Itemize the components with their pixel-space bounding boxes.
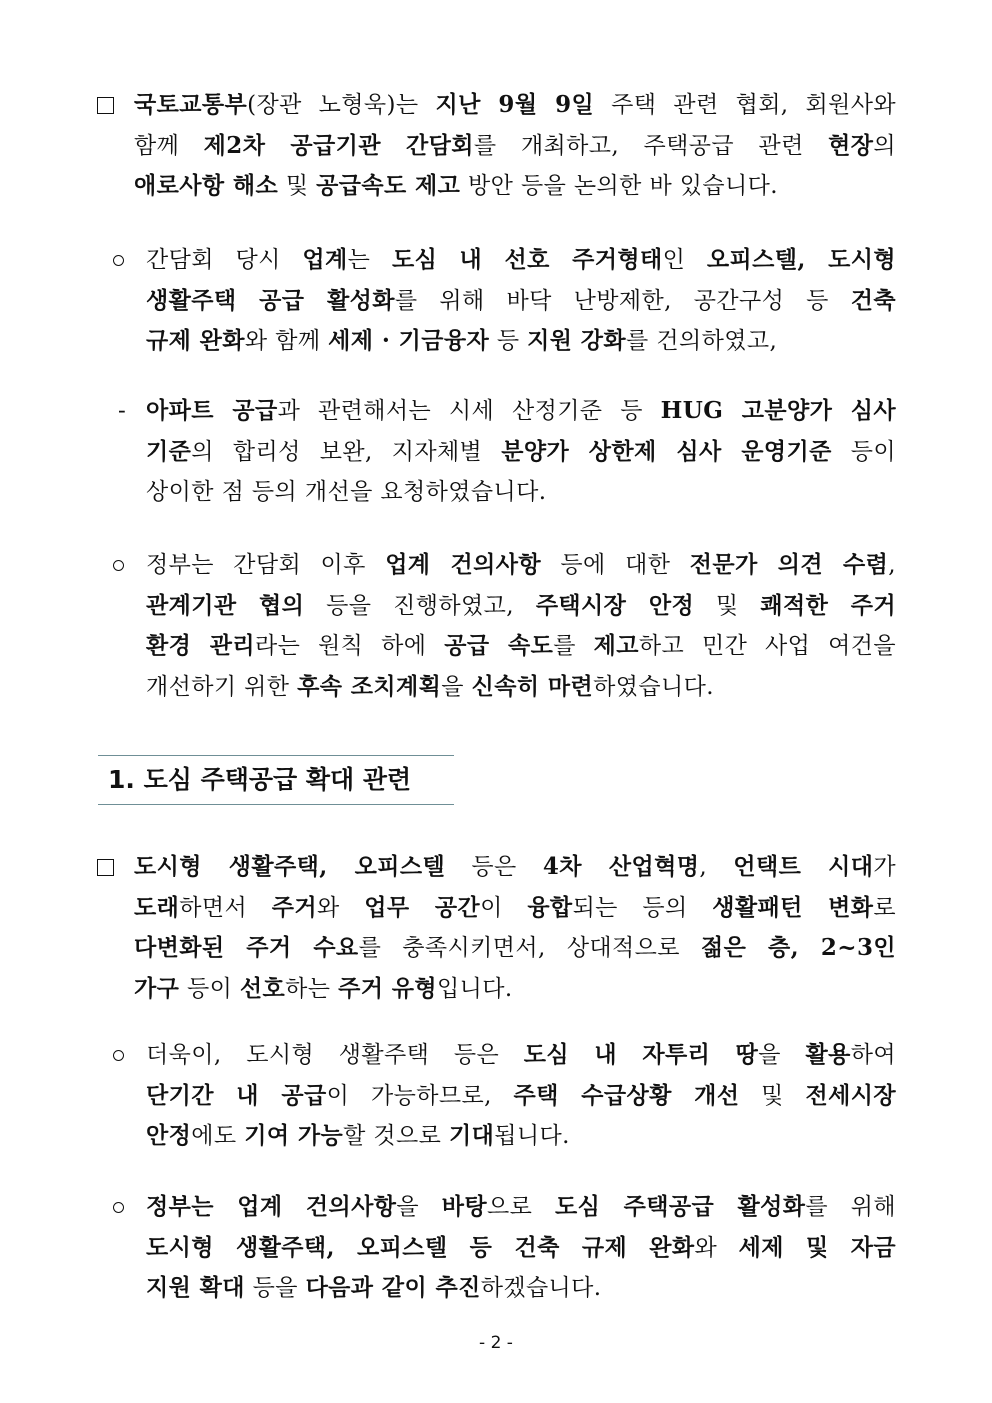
- text-line: [146, 626, 896, 667]
- bold-text: 세제 및 자금: [738, 1233, 897, 1261]
- text-line: [146, 240, 896, 281]
- bold-text: 후속 조치계획: [297, 672, 442, 700]
- text: 과 관련해서는 시세 산정기준 등: [277, 398, 661, 424]
- bold-text: 제고: [593, 632, 639, 659]
- bold-text: 공급속도 제고: [316, 172, 461, 199]
- text: 함께: [134, 132, 204, 159]
- text: 을: [758, 1042, 806, 1068]
- bold-text: 선호: [239, 974, 286, 1002]
- bold-text: 주거: [271, 893, 317, 921]
- bold-text: 주택시장 안정: [535, 591, 695, 619]
- paragraph: [146, 1035, 896, 1157]
- bold-text: 도심 주택공급 활성화: [554, 1193, 806, 1220]
- bold-text: 젊은 층, 2~3인: [701, 934, 896, 961]
- text: 등은: [445, 854, 543, 880]
- bold-text: 지원 확대: [146, 1274, 245, 1301]
- bold-text: 정부는 업계 건의사항: [146, 1193, 397, 1220]
- text-line: [134, 85, 896, 126]
- text: 및: [694, 592, 761, 619]
- text: 하면서: [179, 894, 272, 921]
- paragraph: [146, 240, 896, 362]
- bold-text: 관계기관 협의: [146, 591, 305, 619]
- bold-text: 도심 내 자투리 땅: [523, 1041, 759, 1068]
- text: 와 함께: [244, 328, 329, 354]
- text: 및: [739, 1082, 806, 1109]
- bold-text: 환경 관리: [146, 632, 255, 659]
- text: 등: [489, 328, 528, 354]
- text-line: [134, 888, 896, 929]
- bold-text: 세제 · 기금융자: [328, 327, 490, 354]
- bold-text: 건축: [850, 286, 896, 314]
- text-line: [134, 847, 896, 888]
- text-line: [134, 126, 896, 167]
- bold-text: 기준: [146, 437, 192, 465]
- text-line: [146, 586, 896, 627]
- text-line: [146, 321, 896, 362]
- bold-text: 안정: [146, 1122, 192, 1149]
- bold-text: 아파트 공급: [146, 397, 278, 424]
- text: 를: [553, 633, 594, 659]
- text: 개선하기 위한: [146, 673, 298, 700]
- text: 되는 등의: [572, 894, 713, 921]
- bold-text: 가구: [134, 974, 180, 1002]
- text: 등을: [244, 1275, 306, 1301]
- bold-text: 도래: [134, 893, 180, 921]
- bold-text: 도심 내 선호 주거형태: [391, 246, 663, 273]
- text: 및: [278, 173, 317, 199]
- paragraph: [134, 847, 896, 1009]
- text: 는: [347, 247, 392, 273]
- text: 으로: [487, 1194, 555, 1220]
- text: 가: [873, 854, 896, 880]
- text: 됩니다.: [494, 1123, 570, 1149]
- text: 정부는 간담회 이후: [146, 552, 386, 578]
- text: 를 건의하였고,: [626, 328, 778, 354]
- bold-text: 기여 가능: [244, 1122, 344, 1149]
- text: 더욱이, 도시형 생활주택 등은: [146, 1042, 524, 1068]
- section-title: 1. 도심 주택공급 확대 관련: [108, 765, 412, 794]
- text: 인: [662, 247, 707, 273]
- text: 로: [873, 894, 896, 921]
- bold-text: 도시형 생활주택, 오피스텔: [134, 853, 446, 880]
- bold-text: 4차 산업혁명: [542, 853, 700, 880]
- bold-text: HUG 고분양가 심사: [660, 397, 896, 424]
- bold-text: 생활주택 공급 활성화: [146, 286, 395, 314]
- section-heading: [98, 755, 454, 805]
- bold-text: 제2차 공급기관 간담회: [203, 131, 474, 159]
- text: 등이: [179, 975, 240, 1002]
- bold-text: 다음과 같이 추진: [305, 1274, 481, 1301]
- text: 를 개최하고, 주택공급 관련: [473, 132, 829, 159]
- text-line: [146, 432, 896, 473]
- bold-text: 오피스텔, 도시형: [706, 246, 896, 273]
- circle-bullet: [113, 1202, 124, 1213]
- text: 를 위해 바닥 난방제한, 공간구성 등: [394, 287, 851, 314]
- bold-text: 규제 완화: [146, 327, 245, 354]
- text: 상이한 점 등의 개선을 요청하였습니다.: [146, 479, 547, 505]
- text-line: [146, 545, 896, 586]
- text-line: [146, 281, 896, 322]
- text: 의 합리성 보완, 지자체별: [191, 438, 502, 465]
- bold-text: 공급 속도: [444, 632, 554, 659]
- text: 를 충족시키면서, 상대적으로: [358, 935, 702, 961]
- text-line: [146, 1035, 896, 1076]
- bold-text: 기대: [449, 1122, 495, 1149]
- text: 등에 대한: [541, 552, 690, 578]
- bold-text: 융합: [527, 893, 573, 921]
- bold-text: 업계 건의사항: [385, 551, 542, 578]
- bold-text: 신속히 마련: [471, 672, 594, 700]
- bold-text: 지난 9월 9일: [435, 91, 595, 118]
- text: 에도: [191, 1123, 245, 1149]
- circle-bullet: [113, 1050, 124, 1061]
- text: 와: [694, 1234, 739, 1261]
- text: 하였습니다.: [593, 673, 714, 700]
- text: 주택 관련 협회, 회원사와: [594, 92, 896, 118]
- page-number: - 2 -: [479, 1333, 513, 1353]
- dash-bullet: -: [118, 398, 126, 424]
- text: 간담회 당시: [146, 247, 303, 273]
- text-line: [146, 1187, 896, 1228]
- circle-bullet: [113, 255, 124, 266]
- text: ,: [888, 552, 896, 578]
- text-line: [146, 1268, 896, 1309]
- bold-text: 다변화된 주거 수요: [134, 934, 359, 961]
- square-bullet: [97, 859, 114, 876]
- text-line: [146, 1116, 896, 1157]
- bold-text: 국토교통부: [134, 91, 248, 118]
- bold-text: 지원 강화: [527, 327, 627, 354]
- text: 방안 등을 논의한 바 있습니다.: [460, 173, 778, 199]
- text: 을: [441, 673, 472, 700]
- bold-text: 분양가 상한제 심사 운영기준: [501, 437, 832, 465]
- text: 입니다.: [437, 975, 513, 1002]
- bold-text: 언택트 시대: [733, 853, 874, 880]
- bold-text: 활용: [805, 1041, 851, 1068]
- bold-text: 쾌적한 주거: [760, 591, 897, 619]
- paragraph: [146, 391, 896, 513]
- square-bullet: [97, 97, 114, 114]
- text: 을: [396, 1194, 442, 1220]
- text: 하는: [285, 975, 339, 1002]
- bold-text: 주택 수급상황 개선: [513, 1081, 740, 1109]
- paragraph: [134, 85, 896, 207]
- bold-text: 단기간 내 공급: [146, 1081, 327, 1109]
- paragraph: [146, 545, 896, 707]
- text: (장관 노형욱)는: [247, 92, 436, 118]
- text-line: [146, 1076, 896, 1117]
- text-line: [146, 667, 896, 708]
- bold-text: 주거 유형: [338, 974, 438, 1002]
- bold-text: 전문가 의견 수렴: [689, 551, 889, 578]
- text-line: [134, 969, 896, 1010]
- text: 등이: [831, 438, 896, 465]
- bold-text: 바탕: [441, 1193, 487, 1220]
- text: ,: [699, 854, 734, 880]
- bold-text: 업무 공간: [364, 893, 481, 921]
- text: 이 가능하므로,: [326, 1082, 514, 1109]
- bold-text: 현장: [828, 131, 874, 159]
- text: 의: [873, 132, 896, 159]
- text: 라는 원칙 하에: [255, 633, 445, 659]
- text-line: [134, 166, 896, 207]
- text-line: [134, 928, 896, 969]
- text: 이: [480, 894, 528, 921]
- bold-text: 애로사항 해소: [134, 172, 279, 199]
- text-line: [146, 472, 896, 513]
- text: 하겠습니다.: [480, 1275, 602, 1301]
- text: 와: [317, 894, 365, 921]
- paragraph: [146, 1187, 896, 1309]
- bold-text: 도시형 생활주택, 오피스텔 등 건축 규제 완화: [146, 1233, 695, 1261]
- circle-bullet: [113, 560, 124, 571]
- text: 하고 민간 사업 여건을: [638, 633, 896, 659]
- bold-text: 전세시장: [805, 1081, 896, 1109]
- text: 하여: [850, 1042, 896, 1068]
- text-line: [146, 391, 896, 432]
- bold-text: 업계: [302, 246, 348, 273]
- text: 할 것으로: [343, 1123, 449, 1149]
- bold-text: 생활패턴 변화: [712, 893, 874, 921]
- text: 를 위해: [805, 1194, 896, 1220]
- text-line: [146, 1228, 896, 1269]
- text: 등을 진행하였고,: [304, 592, 536, 619]
